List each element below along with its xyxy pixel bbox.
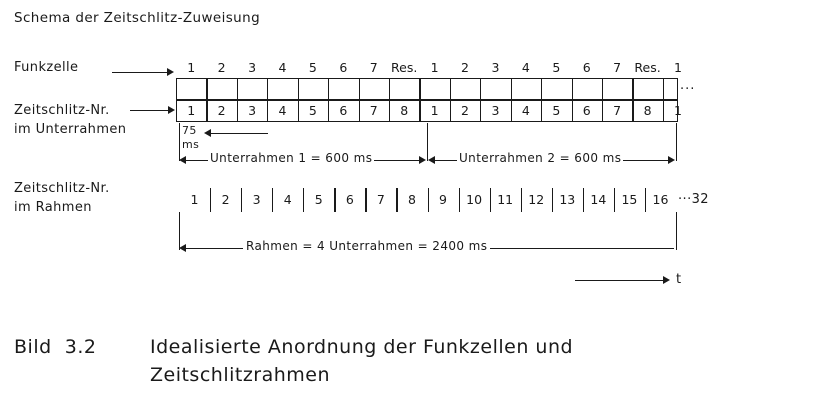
cell-divider xyxy=(572,78,573,100)
cell-divider xyxy=(206,78,207,100)
frame-slot-number: 9 xyxy=(439,192,447,207)
cell-divider xyxy=(632,100,633,122)
frame-slot-divider xyxy=(552,188,553,212)
cell-number: 8 xyxy=(400,103,409,118)
cell-number: Res. xyxy=(634,60,661,75)
cell-number: 1 xyxy=(187,60,196,75)
frame-caption: Rahmen = 4 Unterrahmen = 2400 ms xyxy=(243,239,490,253)
frame-slot-number: 7 xyxy=(376,192,385,207)
frame-slot-divider xyxy=(272,188,273,212)
label-funkzelle: Funkzelle xyxy=(14,60,79,75)
slot-duration-arrow-line xyxy=(208,133,268,134)
cell-number: 2 xyxy=(217,60,226,75)
cell-number: 1 xyxy=(674,60,682,75)
cell-number: 6 xyxy=(582,103,591,118)
label-im-rahmen: im Rahmen xyxy=(14,200,92,215)
cell-number: 1 xyxy=(430,103,439,118)
cell-number: 2 xyxy=(461,103,469,118)
cell-number: 2 xyxy=(217,103,226,118)
cell-divider xyxy=(511,78,512,100)
cell-divider xyxy=(602,78,603,100)
frame-slot-divider xyxy=(303,188,304,212)
frame-slot-divider xyxy=(365,188,366,212)
frame-slot-divider xyxy=(396,188,397,212)
cell-number: 5 xyxy=(552,60,561,75)
subframe2-caption: Unterrahmen 2 = 600 ms xyxy=(459,151,622,165)
frame-slot-number: 14 xyxy=(590,192,607,207)
cell-divider xyxy=(328,100,329,122)
frame-slot-number: 8 xyxy=(407,192,416,207)
cell-divider xyxy=(602,100,603,122)
funkzelle-leader-arrow xyxy=(167,68,174,76)
cell-divider xyxy=(298,78,299,100)
cell-divider xyxy=(359,78,360,100)
cell-divider xyxy=(663,78,664,100)
funkzelle-leader-line xyxy=(112,72,168,73)
frame-slot-divider xyxy=(428,188,429,212)
cell-number: 5 xyxy=(552,103,561,118)
subframe2-measure-arrow-right xyxy=(668,156,675,164)
frame-slot-divider xyxy=(645,188,646,212)
frame-slot-number: 4 xyxy=(283,192,292,207)
cell-number: 6 xyxy=(339,103,348,118)
cell-number: 3 xyxy=(248,60,257,75)
subframe1-measure-arrow-right xyxy=(419,156,426,164)
time-axis-label: t xyxy=(676,272,682,287)
frame-measure-arrow-left xyxy=(179,244,186,252)
cell-number: 4 xyxy=(278,60,287,75)
label-zeitschlitz-nr-subframe: Zeitschlitz-Nr. xyxy=(14,103,110,118)
cell-divider xyxy=(237,100,238,122)
frame-slot-number: 15 xyxy=(621,192,638,207)
frame-slot-divider xyxy=(521,188,522,212)
cell-divider xyxy=(450,78,451,100)
cell-divider xyxy=(328,78,329,100)
cell-number: 5 xyxy=(308,60,317,75)
cell-divider xyxy=(663,100,664,122)
frame-slot-divider xyxy=(210,188,211,212)
cell-number: 7 xyxy=(613,60,622,75)
cell-divider xyxy=(480,100,481,122)
cell-divider xyxy=(206,100,207,122)
label-zeitschlitz-nr-frame: Zeitschlitz-Nr. xyxy=(14,181,110,196)
cell-divider xyxy=(632,78,633,100)
frame-slot-divider xyxy=(614,188,615,212)
cell-number: 4 xyxy=(521,60,530,75)
subframe-leader-arrow xyxy=(168,106,175,114)
frame-slot-number: 2 xyxy=(221,192,230,207)
cell-divider xyxy=(267,100,268,122)
cell-divider xyxy=(541,100,542,122)
cell-number: 5 xyxy=(308,103,317,118)
funkzelle-continuation-dots: ··· xyxy=(680,82,696,97)
cell-divider xyxy=(267,78,268,100)
cell-divider xyxy=(237,78,238,100)
frame-slot-number: 11 xyxy=(497,192,514,207)
cell-number: 1 xyxy=(674,103,682,118)
cell-number: 3 xyxy=(491,103,500,118)
cell-number: 1 xyxy=(430,60,439,75)
frame-slot-divider xyxy=(583,188,584,212)
figure-number: Bild 3.2 xyxy=(14,336,97,358)
frame-slot-number: 1 xyxy=(190,192,199,207)
slot-duration-unit: ms xyxy=(182,138,200,151)
cell-number: 7 xyxy=(369,103,378,118)
cell-number: Res. xyxy=(391,60,418,75)
cell-divider xyxy=(419,100,420,122)
cell-divider xyxy=(389,78,390,100)
frame-slot-number: 16 xyxy=(652,192,669,207)
slot-duration-arrow-head xyxy=(204,129,211,137)
cell-number: 7 xyxy=(613,103,622,118)
cell-number: 8 xyxy=(643,103,652,118)
cell-number: 2 xyxy=(461,60,469,75)
cell-number: 4 xyxy=(278,103,287,118)
figure-caption-line2: Zeitschlitzrahmen xyxy=(150,364,331,386)
frame-slot-number: 3 xyxy=(252,192,261,207)
frame-slot-number: 6 xyxy=(345,192,354,207)
frame-slot-continuation: ···32 xyxy=(678,192,709,207)
frame-slot-number: 12 xyxy=(528,192,545,207)
subframe1-measure-arrow-left xyxy=(179,156,186,164)
cell-divider xyxy=(419,78,420,100)
frame-right-tick xyxy=(676,212,677,250)
cell-divider xyxy=(450,100,451,122)
frame-slot-number: 13 xyxy=(559,192,576,207)
subframe2-measure-arrow-left xyxy=(428,156,435,164)
cell-divider xyxy=(572,100,573,122)
cell-number: 6 xyxy=(339,60,348,75)
cell-divider xyxy=(480,78,481,100)
cell-divider xyxy=(511,100,512,122)
cell-divider xyxy=(389,100,390,122)
frame-slot-divider xyxy=(490,188,491,212)
subframe2-right-tick xyxy=(676,123,677,161)
cell-divider xyxy=(298,100,299,122)
figure-caption-line1: Idealisierte Anordnung der Funkzellen und xyxy=(150,336,574,358)
cell-number: 4 xyxy=(521,103,530,118)
frame-slot-number: 10 xyxy=(466,192,483,207)
cell-number: 6 xyxy=(582,60,591,75)
schema-title: Schema der Zeitschlitz-Zuweisung xyxy=(14,10,261,26)
cell-divider xyxy=(359,100,360,122)
time-axis-line xyxy=(575,280,665,281)
cell-number: 7 xyxy=(369,60,378,75)
cell-number: 1 xyxy=(187,103,196,118)
subframe1-caption: Unterrahmen 1 = 600 ms xyxy=(210,151,373,165)
time-axis-arrow xyxy=(663,276,670,284)
frame-slot-number: 5 xyxy=(314,192,323,207)
subframe-leader-line xyxy=(130,110,170,111)
cell-number: 3 xyxy=(491,60,500,75)
slot-duration-value: 75 xyxy=(182,124,197,137)
cell-number: 3 xyxy=(248,103,257,118)
frame-slot-divider xyxy=(334,188,335,212)
label-im-unterrahmen: im Unterrahmen xyxy=(14,122,127,137)
frame-slot-divider xyxy=(241,188,242,212)
cell-divider xyxy=(541,78,542,100)
frame-slot-divider xyxy=(459,188,460,212)
